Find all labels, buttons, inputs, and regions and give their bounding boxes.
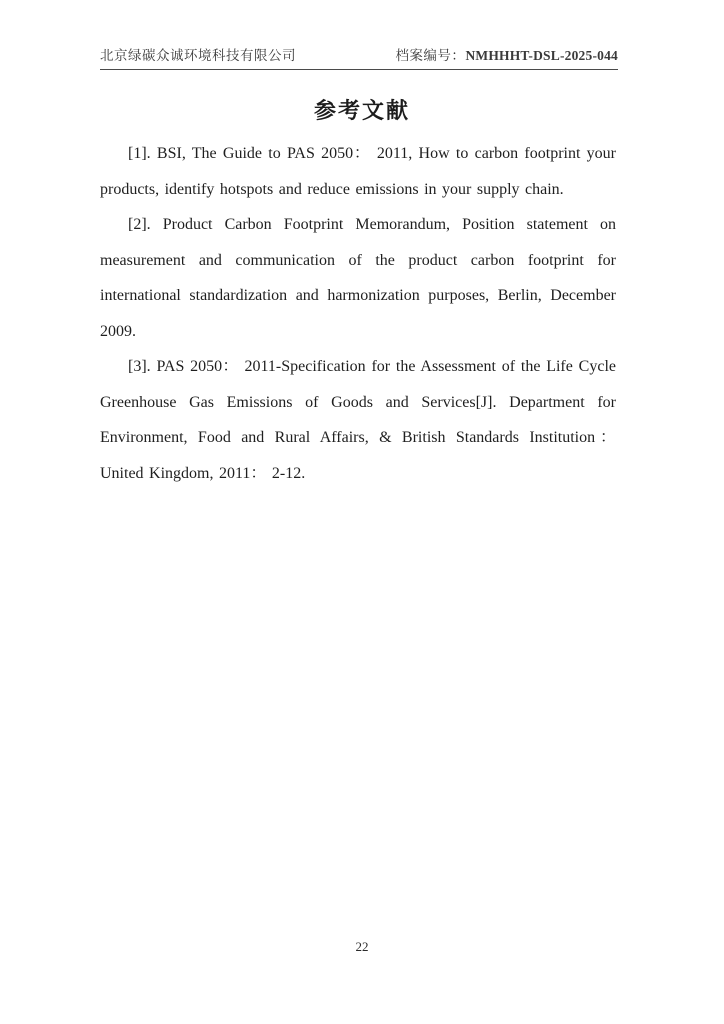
- archive-id: [395, 44, 618, 64]
- reference-item-3: [3]. PAS 2050： 2011-Specification for the Assessment of the Life Cycle Greenhouse Gas Emissions of Goods and Services[J]. Department for Environment, Food and Rural Affairs, & British Standards Institution： United Kingdom, 2011： 2-12.: [100, 358, 616, 482]
- company-name: 北京绿碳众诚环境科技有限公司: [100, 48, 296, 63]
- reference-item-1: [1]. BSI, The Guide to PAS 2050： 2011, How to carbon footprint your products, identify hotspots and reduce emissions in your supply chain.: [100, 145, 616, 198]
- page-number: 22: [355, 939, 369, 954]
- page-footer: [0, 939, 724, 955]
- references-section: [100, 136, 616, 491]
- reference-item-2: [2]. Product Carbon Footprint Memorandum, Position statement on measurement and communication of the product carbon footprint for international standardization and harmonization purposes, Berlin, December 2009.: [100, 216, 616, 340]
- archive-number: NMHHHT-DSL-2025-044: [465, 48, 618, 63]
- page-title: 参考文献: [313, 98, 410, 123]
- page-header: [100, 44, 618, 70]
- archive-label: 档案编号：: [395, 48, 466, 63]
